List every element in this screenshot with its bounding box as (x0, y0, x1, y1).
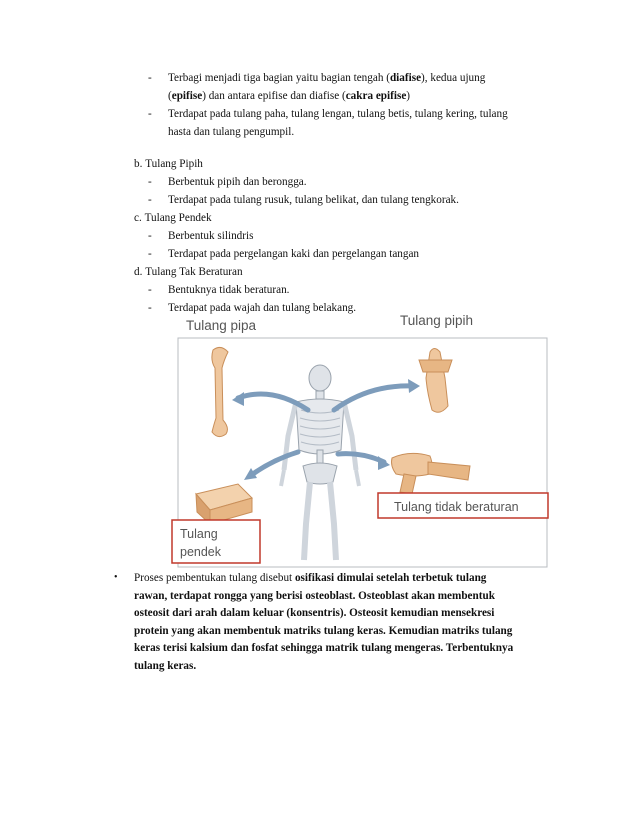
para-line: protein yang akan membentuk matriks tulang keras. Kemudian matriks tulang (134, 624, 513, 637)
label-tulang-pendek-line2: pendek (180, 545, 222, 559)
text-span: ( (168, 90, 172, 102)
ossification-paragraph (134, 570, 552, 675)
para-line: rawan, terdapat rongga yang berisi osteoblast. Osteoblast akan membentuk (134, 589, 495, 602)
text-span: Terbagi menjadi tiga bagian yaitu bagian tengah ( (168, 72, 390, 84)
label-tulang-pendek-line1: Tulang (180, 527, 218, 541)
section-marker: b. (134, 158, 143, 170)
dash-marker: - (148, 230, 152, 242)
para-line: osteosit dari arah dalam keluar (konsentris). Osteosit kemudian mensekresi (134, 607, 495, 619)
term-cakra-epifise: cakra epifise (345, 90, 407, 102)
dash-marker: - (148, 248, 152, 260)
dash-marker: - (148, 108, 152, 120)
para-line: keras terisi kalsium dan fosfat sehingga matrik tulang mengeras. Terbentuknya (134, 642, 514, 654)
section-d-item-1: Bentuknya tidak beraturan. (168, 284, 290, 296)
dash-marker: - (148, 176, 152, 188)
para-line: tulang keras. (134, 659, 197, 672)
section-marker: c. (134, 212, 142, 224)
label-tulang-pipa: Tulang pipa (186, 318, 257, 333)
dash-marker: - (148, 302, 152, 314)
term-diafise: diafise (389, 72, 422, 84)
bone-length-item2-line1: Terdapat pada tulang paha, tulang lengan, tulang betis, tulang kering, tulang (168, 108, 508, 120)
text-span: ), kedua ujung (421, 72, 486, 84)
section-d-item-2: Terdapat pada wajah dan tulang belakang. (168, 302, 357, 314)
label-tulang-tidak-beraturan: Tulang tidak beraturan (394, 500, 519, 514)
section-title: Tulang Pendek (144, 212, 212, 224)
text-span: Proses pembentukan tulang disebut (134, 572, 295, 584)
label-tulang-pipih: Tulang pipih (400, 313, 474, 328)
text-span: osifikasi dimulai setelah terbetuk tulang (294, 572, 487, 584)
section-c-item-2: Terdapat pada pergelangan kaki dan pergelangan tangan (168, 248, 420, 260)
section-title: Tulang Pipih (145, 158, 203, 170)
dash-marker: - (148, 194, 152, 206)
para-line (134, 570, 552, 588)
section-b-item-2: Terdapat pada tulang rusuk, tulang belikat, dan tulang tengkorak. (168, 194, 459, 206)
section-c-item-1: Berbentuk silindris (168, 230, 254, 242)
text-span: ) (406, 90, 411, 102)
bullet-marker: • (114, 572, 118, 583)
section-marker: d. (134, 266, 143, 278)
text-span: ) dan antara epifise dan diafise ( (202, 90, 346, 102)
dash-marker: - (148, 72, 152, 84)
term-epifise: epifise (171, 90, 203, 102)
dash-marker: - (148, 284, 152, 296)
bone-length-item2-line2: hasta dan tulang pengumpil. (168, 126, 295, 138)
section-b-item-1: Berbentuk pipih dan berongga. (168, 176, 307, 188)
section-title: Tulang Tak Beraturan (145, 266, 243, 278)
